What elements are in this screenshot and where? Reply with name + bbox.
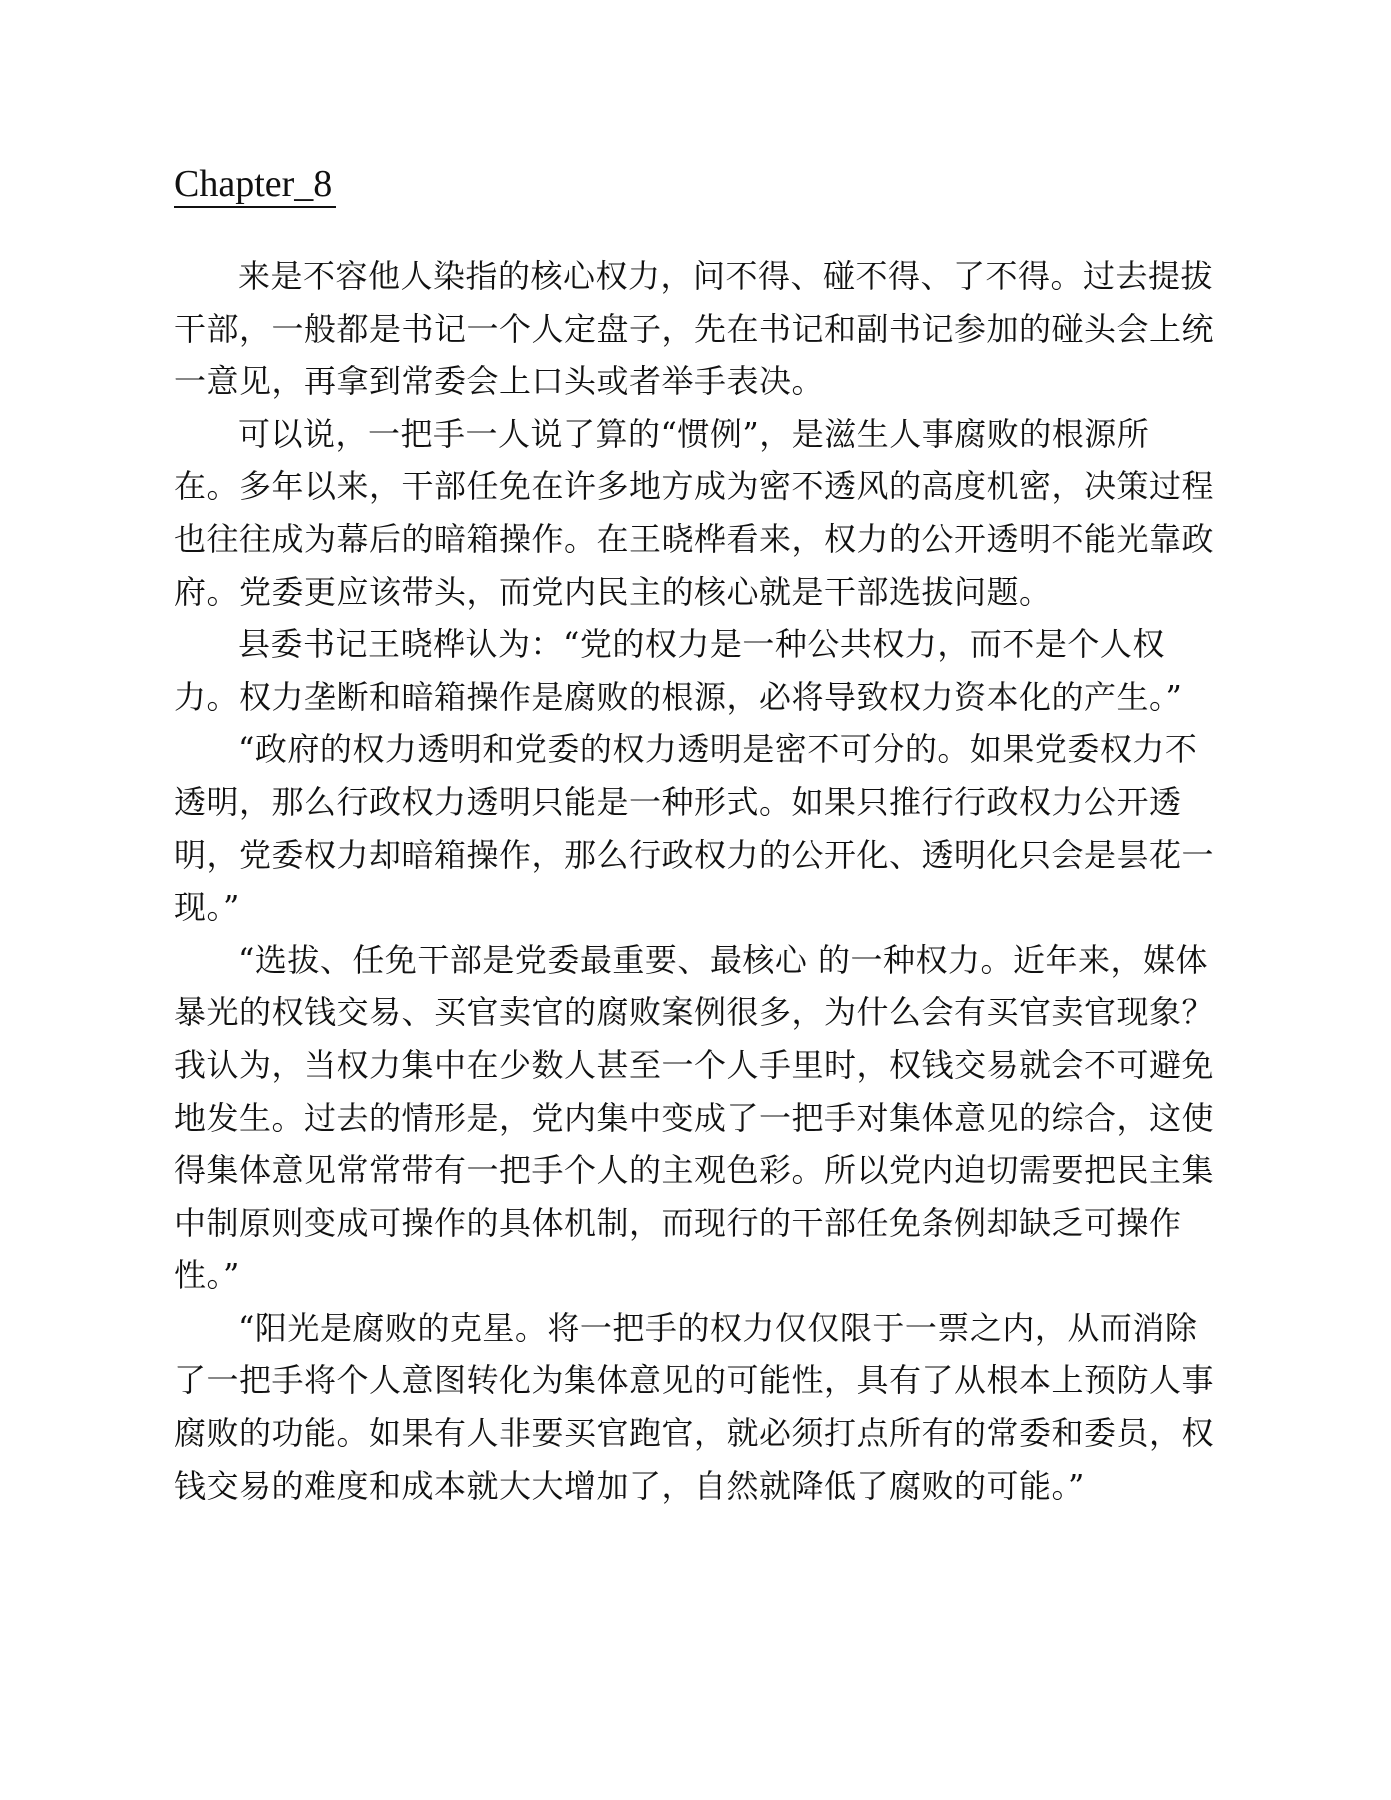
paragraph: 可以说，一把手一人说了算的“惯例”，是滋生人事腐败的根源所在。多年以来，干部任免在许多地方成为密不透风的高度机密，决策过程也往往成为幕后的暗箱操作。在王晓桦看来，权力的公开透明不能光靠政府。党委更应该带头，而党内民主的核心就是干部选拔问题。 xyxy=(174,414,1215,611)
paragraph: 县委书记王晓桦认为：“党的权力是一种公共权力，而不是个人权力。权力垄断和暗箱操作是腐败的根源，必将导致权力资本化的产生。” xyxy=(174,625,1183,716)
paragraph: 来是不容他人染指的核心权力，问不得、碰不得、了不得。过去提拔干部，一般都是书记一个人定盘子，先在书记和副书记参加的碰头会上统一意见，再拿到常委会上口头或者举手表决。 xyxy=(174,257,1215,401)
paragraph: “政府的权力透明和党委的权力透明是密不可分的。如果党委权力不透明，那么行政权力透明只能是一种形式。如果只推行行政权力公开透明，党委权力却暗箱操作，那么行政权力的公开化、透明化只会是昙花一现。” xyxy=(174,730,1215,927)
paragraph: “选拔、任免干部是党委最重要、最核心 的一种权力。近年来，媒体暴光的权钱交易、买官卖官的腐败案例很多，为什么会有买官卖官现象？我认为，当权力集中在少数人甚至一个人手里时，权钱交易就会不可避免地发生。过去的情形是，党内集中变成了一把手对集体意见的综合，这使得集体意见常常带有一把手个人的主观色彩。所以党内迫切需要把民主集中制原则变成可操作的具体机制，而现行的干部任免条例却缺乏可操作性。” xyxy=(174,940,1215,1295)
document-body xyxy=(174,250,1214,1512)
document-page xyxy=(174,162,1214,1512)
paragraph: “阳光是腐败的克星。将一把手的权力仅仅限于一票之内，从而消除了一把手将个人意图转化为集体意见的可能性，具有了从根本上预防人事腐败的功能。如果有人非要买官跑官，就必须打点所有的常委和委员，权钱交易的难度和成本就大大增加了，自然就降低了腐败的可能。” xyxy=(174,1308,1215,1505)
chapter-title: Chapter_8 xyxy=(174,162,336,208)
